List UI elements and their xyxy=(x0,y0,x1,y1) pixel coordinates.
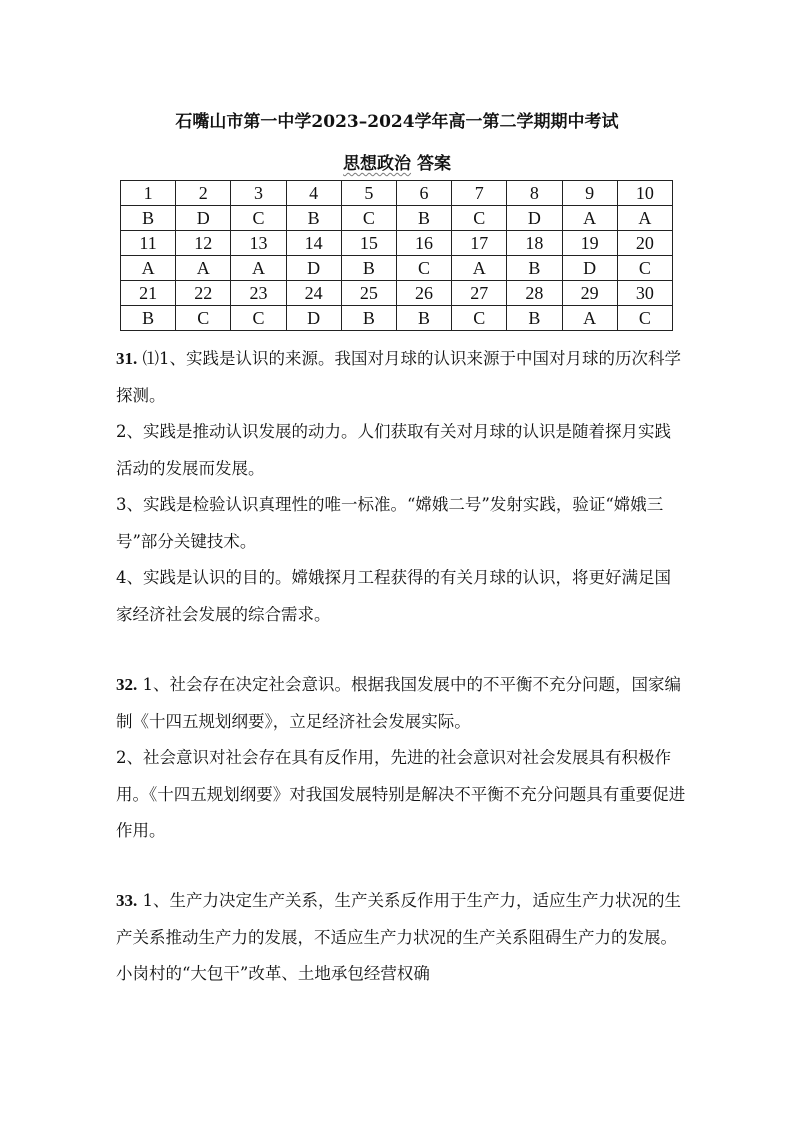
q31-paragraph-3: 3、实践是检验认识真理性的唯一标准。“嫦娥二号”发射实践，验证“嫦娥三号”部分关键技术。 xyxy=(116,495,664,551)
question-number-cell: 8 xyxy=(507,181,562,206)
answer-cell: B xyxy=(396,206,451,231)
q32-paragraph-2: 2、社会意识对社会存在具有反作用，先进的社会意识对社会发展具有积极作用。《十四五规划纲要》对我国发展特别是解决不平衡不充分问题具有重要促进作用。 xyxy=(116,748,686,840)
answer-cell: D xyxy=(562,256,617,281)
question-number-cell: 9 xyxy=(562,181,617,206)
answer-cell: B xyxy=(121,206,176,231)
answer-cell: B xyxy=(396,306,451,331)
answer-cell: C xyxy=(452,206,507,231)
question-number-cell: 16 xyxy=(396,231,451,256)
question-32 xyxy=(116,667,686,850)
q31-paragraph xyxy=(116,341,686,414)
answer-cell: A xyxy=(617,206,672,231)
document-subtitle xyxy=(0,149,794,174)
question-number-cell: 4 xyxy=(286,181,341,206)
answer-cell: D xyxy=(286,256,341,281)
q31-paragraph-2: 2、实践是推动认识发展的动力。人们获取有关对月球的认识是随着探月实践活动的发展而发展。 xyxy=(116,422,671,478)
question-number-cell: 5 xyxy=(341,181,396,206)
answer-cell: C xyxy=(452,306,507,331)
question-number-cell: 1 xyxy=(121,181,176,206)
answer-cell: B xyxy=(121,306,176,331)
answer-key-table xyxy=(120,180,673,331)
q33-paragraph-1: 1、生产力决定生产关系，生产关系反作用于生产力，适应生产力状况的生产关系推动生产力的发展，不适应生产力状况的生产关系阻碍生产力的发展。小岗村的“大包干”改革、土地承包经营权确 xyxy=(116,891,681,983)
answer-row xyxy=(121,256,673,281)
question-number-cell: 14 xyxy=(286,231,341,256)
answer-cell: C xyxy=(617,256,672,281)
answer-label: 答案 xyxy=(416,154,451,174)
question-number-cell: 21 xyxy=(121,281,176,306)
question-number-cell: 18 xyxy=(507,231,562,256)
answer-cell: D xyxy=(286,306,341,331)
question-number-cell: 13 xyxy=(231,231,286,256)
question-number-cell: 24 xyxy=(286,281,341,306)
q33-number: 33. xyxy=(116,891,138,910)
question-33 xyxy=(116,883,686,993)
question-number-cell: 10 xyxy=(617,181,672,206)
question-number-cell: 20 xyxy=(617,231,672,256)
answer-cell: C xyxy=(231,206,286,231)
question-number-cell: 29 xyxy=(562,281,617,306)
answer-cell: C xyxy=(396,256,451,281)
answer-cell: B xyxy=(341,256,396,281)
answer-cell: A xyxy=(452,256,507,281)
question-number-cell: 11 xyxy=(121,231,176,256)
question-number-cell: 28 xyxy=(507,281,562,306)
answer-cell: B xyxy=(286,206,341,231)
question-number-cell: 7 xyxy=(452,181,507,206)
question-number-cell: 25 xyxy=(341,281,396,306)
question-number-cell: 17 xyxy=(452,231,507,256)
q31-paragraph-1: 1、实践是认识的来源。我国对月球的认识来源于中国对月球的历次科学探测。 xyxy=(116,349,681,405)
answer-cell: D xyxy=(176,206,231,231)
answer-cell: A xyxy=(121,256,176,281)
question-number-row xyxy=(121,231,673,256)
answer-cell: B xyxy=(507,256,562,281)
q31-paragraph-4: 4、实践是认识的目的。嫦娥探月工程获得的有关月球的认识，将更好满足国家经济社会发展的综合需求。 xyxy=(116,568,671,624)
question-number-cell: 15 xyxy=(341,231,396,256)
answer-cell: B xyxy=(507,306,562,331)
question-number-cell: 2 xyxy=(176,181,231,206)
q32-paragraph-1: 1、社会存在决定社会意识。根据我国发展中的不平衡不充分问题，国家编制《十四五规划纲要》，立足经济社会发展实际。 xyxy=(116,675,681,731)
q31-number: 31. xyxy=(116,349,138,368)
question-number-cell: 30 xyxy=(617,281,672,306)
question-number-cell: 26 xyxy=(396,281,451,306)
answer-cell: A xyxy=(562,206,617,231)
exam-title: 石嘴山市第一中学2023–2024学年高一第二学期期中考试 xyxy=(175,112,619,132)
answer-cell: B xyxy=(341,306,396,331)
question-number-cell: 23 xyxy=(231,281,286,306)
question-31 xyxy=(116,341,686,633)
question-number-cell: 22 xyxy=(176,281,231,306)
answer-cell: A xyxy=(176,256,231,281)
answer-cell: C xyxy=(617,306,672,331)
question-number-cell: 27 xyxy=(452,281,507,306)
question-number-cell: 19 xyxy=(562,231,617,256)
question-number-row xyxy=(121,281,673,306)
q32-number: 32. xyxy=(116,675,138,694)
question-number-cell: 3 xyxy=(231,181,286,206)
answer-row xyxy=(121,206,673,231)
answer-cell: D xyxy=(507,206,562,231)
answer-cell: C xyxy=(231,306,286,331)
answer-cell: C xyxy=(176,306,231,331)
q33-paragraph xyxy=(116,883,686,993)
question-number-row xyxy=(121,181,673,206)
answer-cell: C xyxy=(341,206,396,231)
q32-paragraph xyxy=(116,667,686,740)
question-number-cell: 6 xyxy=(396,181,451,206)
question-number-cell: 12 xyxy=(176,231,231,256)
subject-name: 思想政治 xyxy=(343,154,412,174)
answer-cell: A xyxy=(562,306,617,331)
q31-sub-label: ⑴ xyxy=(142,349,159,368)
answer-row xyxy=(121,306,673,331)
answer-cell: A xyxy=(231,256,286,281)
